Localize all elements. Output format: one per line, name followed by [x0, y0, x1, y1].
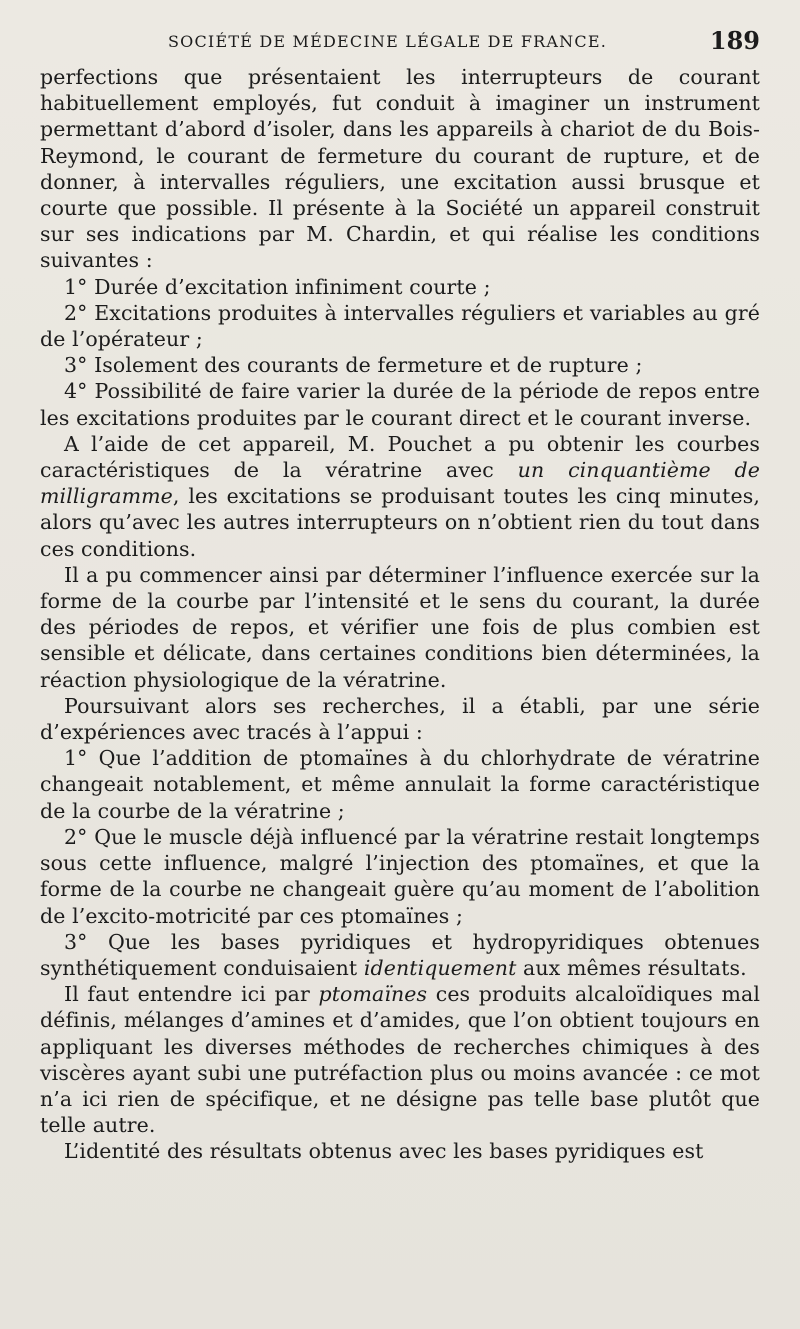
italic-text: identiquement — [363, 955, 517, 980]
paragraph: Il a pu commencer ainsi par déterminer l’influence exercée sur la forme de la courbe par l’intensité et le sens du courant, la durée des périodes de repos, et vérifier une fois de plus combien est sensible et délicate, dans certaines conditions bien déterminées, la réaction physiologique de la vératrine. — [40, 562, 760, 692]
paragraph — [40, 431, 760, 562]
italic-text: ptomaïnes — [318, 982, 428, 1007]
body-text — [40, 64, 760, 1165]
list-item: 1° Durée d’excitation infiniment courte ; — [64, 274, 491, 299]
text-run: Il faut entendre ici par — [64, 982, 319, 1007]
list-item — [40, 929, 760, 981]
text-run: , les excitations se produisant toutes les cinq minutes, alors qu’avec les autres interrupteurs on n’obtient rien du tout dans ces conditions. — [40, 484, 760, 561]
list-item: 4° Possibilité de faire varier la durée de la période de repos entre les excitations produites par le courant direct et le courant inverse. — [40, 379, 760, 430]
paragraph-continuation: perfections que présentaient les interrupteurs de courant habituellement employés, fut conduit à imaginer un instrument permettant d’abord d’isoler, dans les appareils à chariot de du Bois-Reymond, le courant de fermeture du courant de rupture, et de donner, à intervalles réguliers, une excitation aussi brusque et courte que possible. Il présente à la Société un appareil construit sur ses indications par M. Chardin, et qui réalise les conditions suivantes : — [40, 65, 760, 273]
text-run: 3° Que les bases pyridiques et hydropyridiques obtenues synthétiquement conduisaient — [40, 929, 760, 980]
text-run: aux mêmes résultats. — [516, 955, 747, 980]
running-title: SOCIÉTÉ DE MÉDECINE LÉGALE DE FRANCE. — [168, 32, 607, 51]
text-run: ces produits alcaloïdiques mal définis, mélanges d’amines et d’amides, que l’on obtient toujours en appliquant les diverses méthodes de recherches chimiques à des viscères ayant subi une putréfaction plus ou moins avancée : ce mot n’a ici rien de spécifique, et ne désigne pas telle base plutôt que telle autre. — [40, 982, 761, 1138]
list-item: 1° Que l’addition de ptomaïnes à du chlorhydrate de vératrine changeait notablement, et même annulait la forme caractéristique de la courbe de la vératrine ; — [40, 746, 760, 823]
list-item: 2° Que le muscle déjà influencé par la vératrine restait longtemps sous cette influence, malgré l’injection des ptomaïnes, et que la forme de la courbe ne changeait guère qu’au moment de l’abolition de l’excito-motricité par ces ptomaïnes ; — [40, 824, 760, 928]
text-run: A l’aide de cet appareil, M. Pouchet a pu obtenir les courbes caractéristiques de la vératrine avec — [40, 431, 760, 483]
paragraph: Poursuivant alors ses recherches, il a établi, par une série d’expériences avec tracés à l’appui : — [40, 693, 760, 745]
italic-text: un cinquantième de milligramme — [40, 458, 761, 509]
list-item: 2° Excitations produites à intervalles réguliers et variables au gré de l’opérateur ; — [40, 300, 760, 352]
list-item: 3° Isolement des courants de fermeture et de rupture ; — [64, 353, 643, 378]
paragraph — [40, 981, 760, 1138]
page-number: 189 — [709, 26, 760, 55]
page-header — [40, 26, 760, 56]
paragraph: L’identité des résultats obtenus avec les bases pyridiques est — [64, 1139, 704, 1164]
